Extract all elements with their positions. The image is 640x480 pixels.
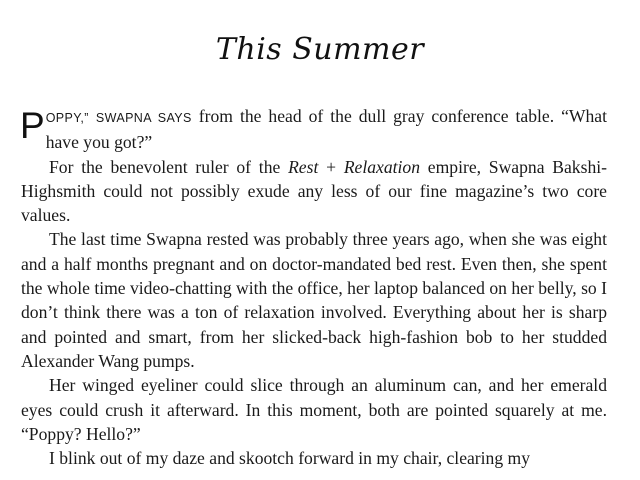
paragraph-3: The last time Swapna rested was probably three years ago, when she was eight and a half months pregnant and on doctor-mandated bed rest. Even then, she spent the whole time video-chatting with the office, her laptop balanced on her belly, so I don’t think there was a ton of relaxation involved. Everything about her is sharp and pointed and smart, from her slicked-back high-fashion bob to her studded Alexander Wang pumps.	[21, 229, 607, 371]
magazine-name-rest: Rest	[288, 156, 319, 177]
paragraph-2-text-a: For the benevolent ruler of the	[49, 156, 289, 177]
magazine-name-relaxation: Relaxation	[343, 156, 421, 177]
paragraph-1-text: from the head of the dull gray conference table. “What have you got?”	[45, 106, 607, 153]
body-text	[21, 104, 607, 470]
paragraph-5: I blink out of my daze and skootch forward in my chair, clearing my	[49, 448, 531, 469]
small-caps-opening: OPPY,”	[45, 111, 89, 125]
paragraph-1	[21, 104, 607, 155]
small-caps-speaker: SWAPNA SAYS	[95, 111, 192, 125]
chapter-title: This Summer	[215, 32, 425, 68]
paragraph-2-text-c: empire, Swapna Bakshi-Highsmith could not possibly exude any less of our fine magazine’s two core values.	[21, 156, 607, 226]
drop-cap: P	[20, 105, 45, 146]
paragraph-2	[21, 155, 607, 228]
paragraph-4: Her winged eyeliner could slice through an aluminum can, and her emerald eyes could crush it afterward. In this moment, both are pointed squarely at me. “Poppy? Hello?”	[21, 375, 607, 444]
paragraph-2-text-b: +	[318, 156, 344, 177]
